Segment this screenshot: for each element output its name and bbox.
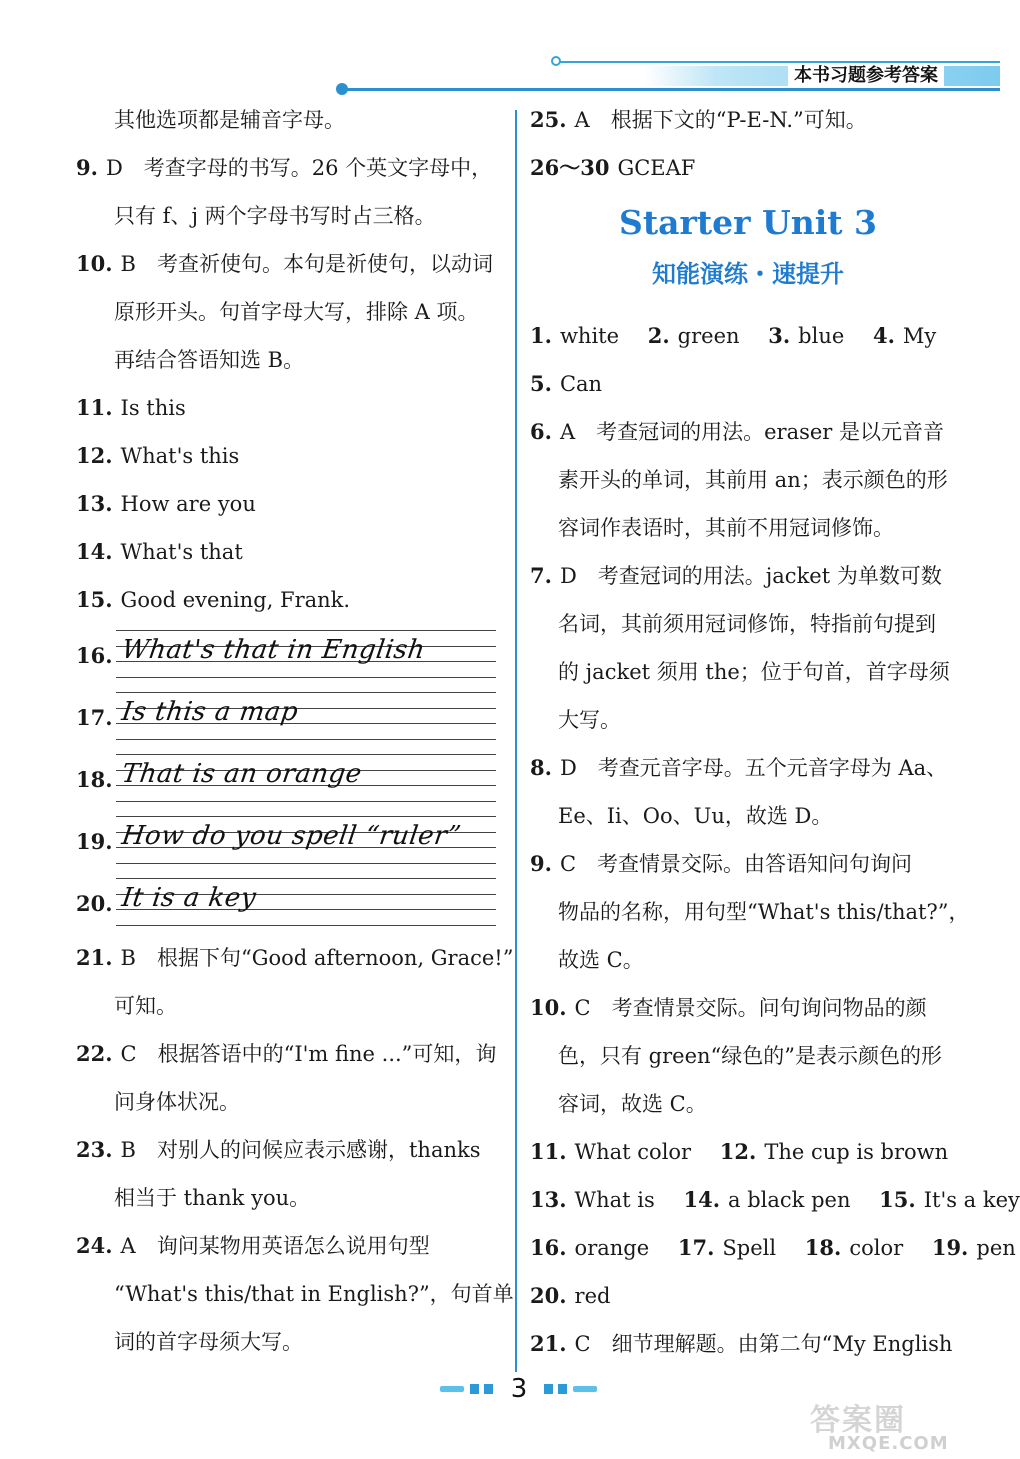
answer-10: 10. C 考查情景交际。问句询问物品的颜: [530, 995, 927, 1020]
answer-7-line-2: 名词，其前须用冠词修饰，特指前句提到: [558, 612, 936, 636]
answer-21: 21. C 细节理解题。由第二句“My English: [530, 1331, 953, 1356]
page-number: 3: [510, 1374, 528, 1404]
answer-9: 9. D 考查字母的书写。26 个英文字母中，: [76, 155, 493, 180]
answer-5: 5. Can: [530, 371, 603, 396]
answer-21: 21. B 根据下句“Good afternoon, Grace!”: [76, 945, 514, 970]
footer-ornament: [558, 1384, 567, 1394]
footer-ornament: [544, 1384, 553, 1394]
answer-24-line-3: 词的首字母须大写。: [114, 1330, 303, 1354]
answer-24-line-2: “What's this/that in English?”，句首单: [114, 1282, 514, 1306]
section-subtitle: 知能演练・速提升: [652, 260, 844, 288]
answer-11: 11. Is this: [76, 395, 186, 420]
answer-15: 15. Good evening, Frank.: [76, 587, 351, 612]
handwriting-answer-19: 19. How do you spell “ruler”: [76, 810, 508, 872]
answer-9-line-2: 物品的名称，用句型“What's this/that?”，: [558, 900, 970, 924]
answer-20: 20. red: [530, 1283, 611, 1308]
answer-10-line-3: 再结合答语知选 B。: [114, 348, 305, 372]
answer-8-line-2: Ee、Ii、Oo、Uu，故选 D。: [558, 804, 833, 828]
answer-row-13-15: 13. What is 14. a black pen 15. It's a key: [530, 1187, 1020, 1212]
footer-ornament: [470, 1384, 479, 1394]
answer-row-11-12: 11. What color 12. The cup is brown: [530, 1139, 949, 1164]
answer-row-1-4: 1. white 2. green 3. blue 4. My: [530, 323, 937, 348]
header-rule-top: [560, 61, 1000, 63]
handwriting-answer-18: 18. That is an orange: [76, 748, 508, 810]
answer-23: 23. B 对别人的问候应表示感谢，thanks: [76, 1137, 481, 1162]
answer-13: 13. How are you: [76, 491, 256, 516]
answer-21-line-2: 可知。: [114, 994, 177, 1018]
answer-10-line-2: 原形开头。句首字母大写，排除 A 项。: [114, 300, 479, 324]
answer-9: 9. C 考查情景交际。由答语知问句询问: [530, 851, 913, 876]
footer-ornament: [573, 1386, 597, 1392]
answer-10-line-2: 色，只有 green“绿色的”是表示颜色的形: [558, 1044, 943, 1068]
answer-25: 25. A 根据下文的“P-E-N.”可知。: [530, 107, 867, 132]
handwritten-text: Is this a map: [119, 697, 301, 727]
handwritten-text: That is an orange: [119, 759, 364, 789]
answer-continuation: 其他选项都是辅音字母。: [114, 108, 345, 132]
handwriting-answer-17: 17. Is this a map: [76, 686, 508, 748]
answer-26-30: 26～30 GCEAF: [530, 155, 696, 180]
answer-8: 8. D 考查元音字母。五个元音字母为 Aa、: [530, 755, 948, 780]
left-column: [76, 96, 514, 1366]
answer-7-line-4: 大写。: [558, 708, 621, 732]
footer-ornament: [440, 1386, 464, 1392]
answer-10-line-3: 容词，故选 C。: [558, 1092, 707, 1116]
answer-9-line-3: 故选 C。: [558, 948, 644, 972]
answer-22-line-2: 问身体状况。: [114, 1090, 240, 1114]
page-header: [0, 0, 1000, 100]
header-rule-bottom: [345, 88, 1000, 91]
handwritten-text: What's that in English: [119, 635, 428, 665]
answer-10: 10. B 考查祈使句。本句是祈使句，以动词: [76, 251, 493, 276]
answer-6-line-3: 容词作表语时，其前不用冠词修饰。: [558, 516, 894, 540]
answer-9-line-2: 只有 f、j 两个字母书写时占三格。: [114, 204, 436, 228]
answer-23-line-2: 相当于 thank you。: [114, 1186, 311, 1210]
answer-12: 12. What's this: [76, 443, 240, 468]
answer-7-line-3: 的 jacket 须用 the；位于句首，首字母须: [558, 660, 950, 684]
answer-6: 6. A 考查冠词的用法。eraser 是以元音音: [530, 419, 945, 444]
answer-14: 14. What's that: [76, 539, 243, 564]
handwritten-text: How do you spell “ruler”: [119, 821, 464, 851]
answer-22: 22. C 根据答语中的“I'm fine ...”可知，询: [76, 1041, 497, 1066]
column-divider: [515, 110, 517, 1372]
answer-7: 7. D 考查冠词的用法。jacket 为单数可数: [530, 563, 942, 588]
handwriting-answer-20: 20. It is a key: [76, 872, 508, 934]
answer-6-line-2: 素开头的单词，其前用 an；表示颜色的形: [558, 468, 948, 492]
handwriting-answer-16: 16. What's that in English: [76, 624, 508, 686]
right-column: [530, 96, 1020, 1368]
watermark-logo: 答案圈 MXQE.COM: [810, 1403, 949, 1454]
footer-ornament: [484, 1384, 493, 1394]
header-title: 本书习题参考答案: [788, 64, 944, 88]
section-title: Starter Unit 3: [619, 203, 877, 242]
answer-24: 24. A 询问某物用英语怎么说用句型: [76, 1233, 430, 1258]
answer-row-16-19: 16. orange 17. Spell 18. color 19. pen: [530, 1235, 1016, 1260]
handwritten-text: It is a key: [119, 883, 259, 913]
